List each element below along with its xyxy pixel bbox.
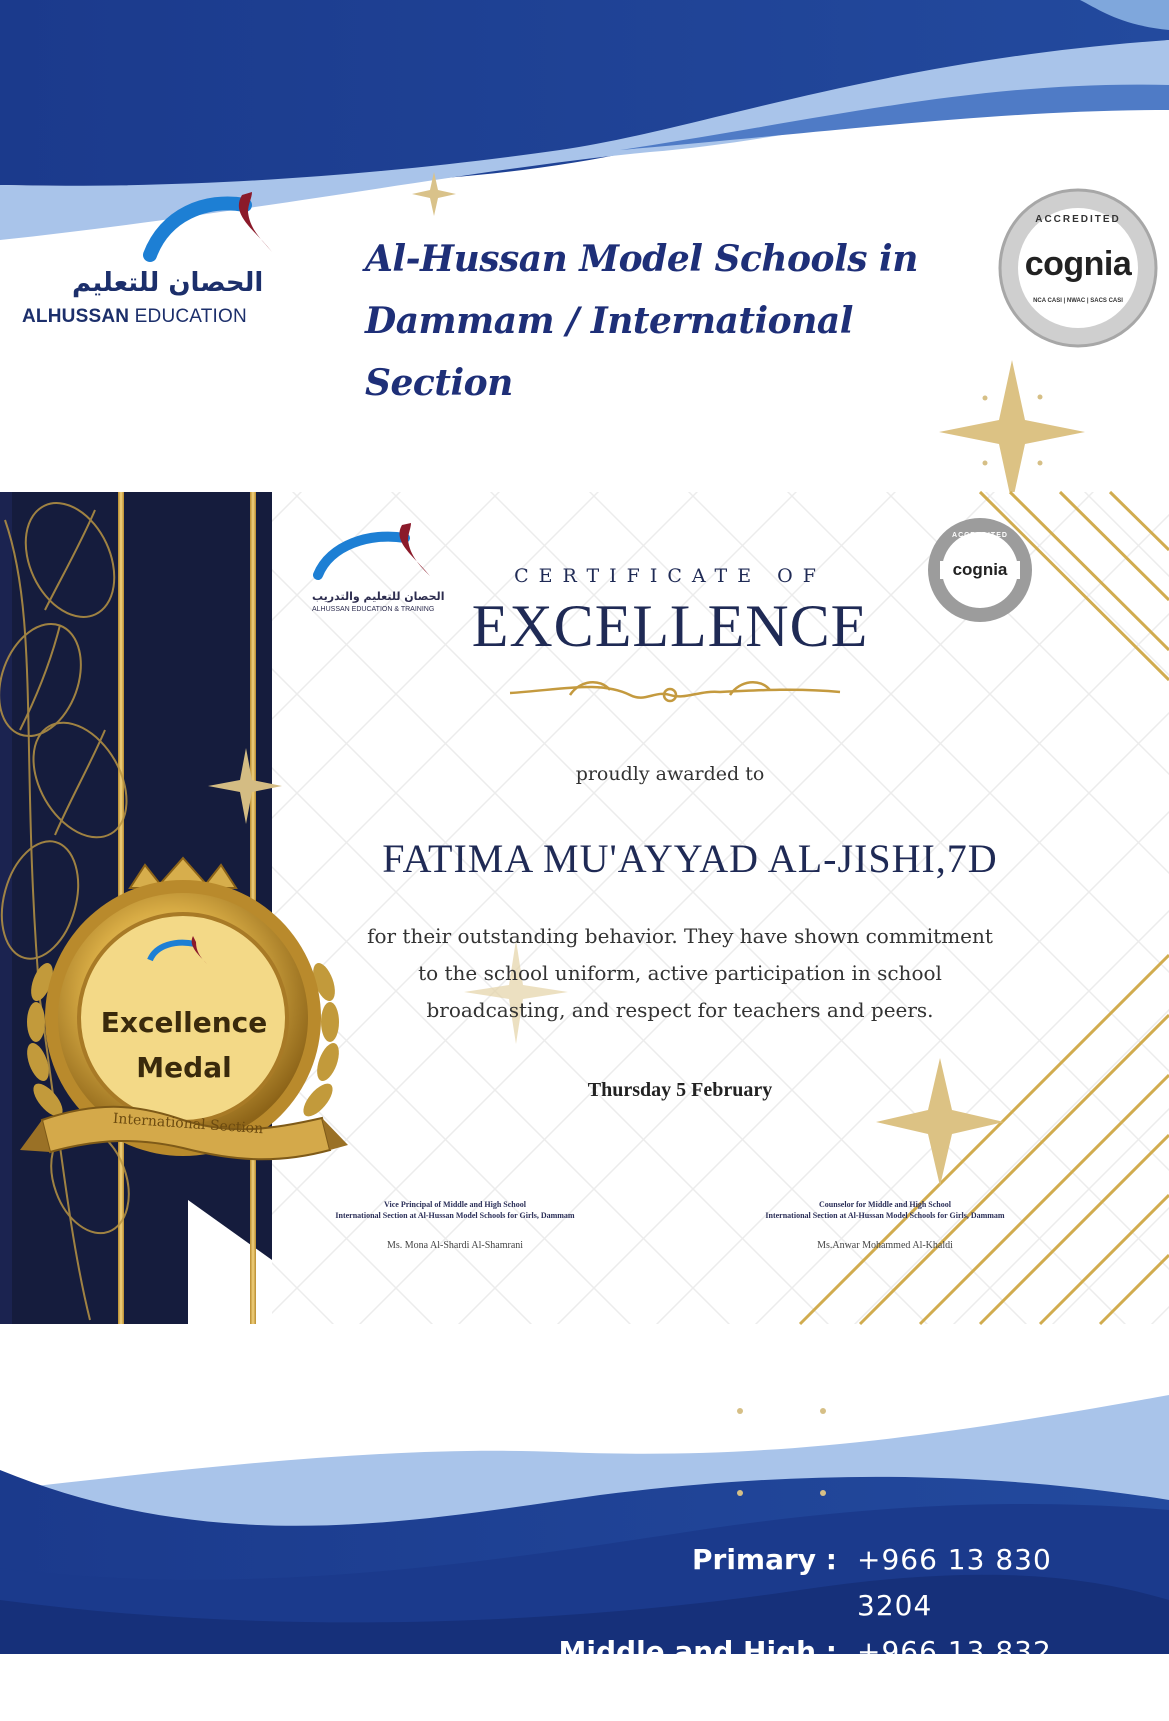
certificate-logo-arabic: الحصان للتعليم والتدريب xyxy=(312,590,445,603)
awarded-text: proudly awarded to xyxy=(575,763,765,785)
certificate-heading-small: CERTIFICATE OF xyxy=(514,565,826,587)
logo-english-text xyxy=(22,306,247,328)
certificate-cognia-label: cognia xyxy=(952,560,1008,579)
certificate-logo-english: ALHUSSAN EDUCATION & TRAINING xyxy=(312,606,435,613)
school-title-line1: Al-Hussan Model Schools in xyxy=(365,238,918,280)
cognia-ring-top: ACCREDITED xyxy=(1035,214,1121,225)
contact-label: Middle and High : xyxy=(558,1635,837,1668)
contact-number[interactable]: +966 13 832 0600 xyxy=(857,1635,1052,1714)
certificate-heading-big: EXCELLENCE xyxy=(471,593,869,659)
school-title-line2: Dammam / International Section xyxy=(365,300,853,404)
sparkle-star-icon xyxy=(939,360,1085,504)
contact-label: Primary : xyxy=(691,1543,837,1576)
award-reason: for their outstanding behavior. They have shown commitment to the school uniform, active participation in school broadcasting, and respect for teachers and peers. xyxy=(367,924,993,1022)
logo-english-rest: EDUCATION xyxy=(129,306,247,327)
cognia-badge xyxy=(1000,190,1156,346)
logo-arabic-text: الحصان للتعليم xyxy=(72,268,264,298)
signature-title: Vice Principal of Middle and High School xyxy=(384,1200,526,1209)
signature-block-vice-principal xyxy=(275,1199,635,1251)
medal-line1: Excellence xyxy=(100,1006,268,1039)
medal-ribbon-text: International Section xyxy=(112,1110,264,1138)
signature-block-counselor xyxy=(705,1199,1065,1251)
medal-label xyxy=(84,1000,284,1090)
signature-org: International Section at Al-Hussan Model Schools for Girls, Dammam xyxy=(765,1211,1005,1220)
signature-title: Counselor for Middle and High School xyxy=(819,1200,951,1209)
contact-row-middle-high xyxy=(559,1629,1127,1721)
recipient-name: FATIMA MU'AYYAD AL-JISHI,7D xyxy=(382,836,998,881)
contact-number[interactable]: +966 13 830 3204 xyxy=(857,1543,1052,1622)
certificate-cognia-ring: ACCREDITED xyxy=(952,532,1008,539)
footer-contacts xyxy=(559,1537,1127,1721)
contact-row-primary xyxy=(559,1537,1127,1629)
school-title xyxy=(365,228,925,414)
cognia-label: cognia xyxy=(1024,245,1132,283)
signature-name: Ms.Anwar Mohammed Al-Khaldi xyxy=(817,1240,953,1251)
signature-name: Ms. Mona Al-Shardi Al-Shamrani xyxy=(386,1240,524,1251)
cognia-ring-bottom: NCA CASI | NWAC | SACS CASI xyxy=(1033,298,1123,304)
medal-line2: Medal xyxy=(136,1051,232,1084)
signature-org: International Section at Al-Hussan Model Schools for Girls, Dammam xyxy=(335,1211,575,1220)
logo-english-bold: ALHUSSAN xyxy=(22,306,130,327)
award-date: Thursday 5 February xyxy=(587,1079,773,1101)
